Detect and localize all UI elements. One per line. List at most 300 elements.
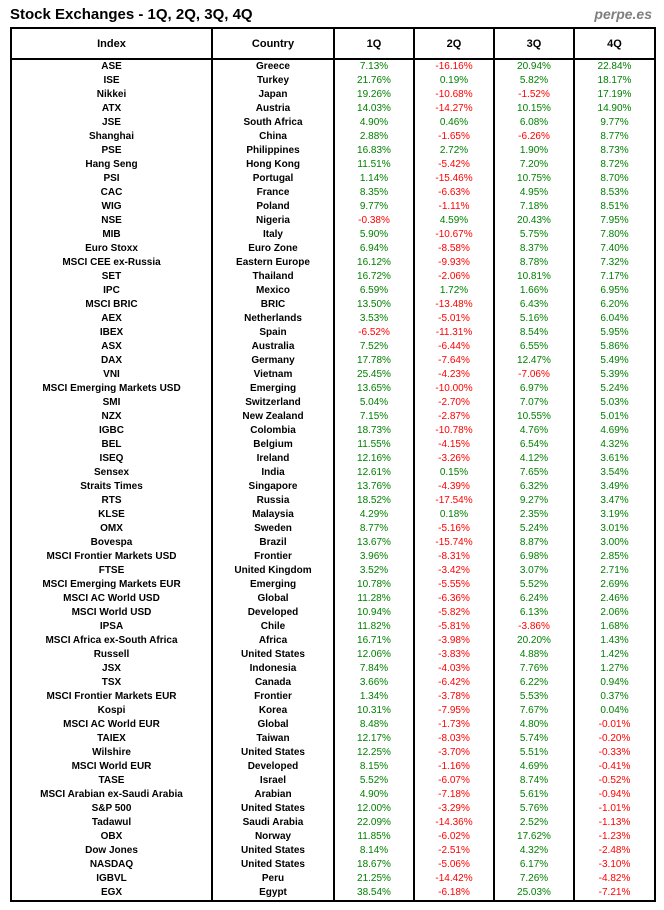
cell-2q: -10.78%: [414, 424, 494, 438]
cell-4q: 7.80%: [574, 228, 655, 242]
cell-country: United States: [212, 858, 334, 872]
cell-1q: 1.34%: [334, 690, 414, 704]
cell-index: Straits Times: [11, 480, 212, 494]
cell-2q: -13.48%: [414, 298, 494, 312]
col-header-index: Index: [11, 28, 212, 59]
cell-3q: 12.47%: [494, 354, 574, 368]
cell-index: MIB: [11, 228, 212, 242]
cell-4q: 2.71%: [574, 564, 655, 578]
cell-1q: 16.72%: [334, 270, 414, 284]
cell-4q: 7.95%: [574, 214, 655, 228]
cell-3q: 5.82%: [494, 74, 574, 88]
cell-4q: 5.03%: [574, 396, 655, 410]
cell-3q: 6.97%: [494, 382, 574, 396]
cell-2q: -10.67%: [414, 228, 494, 242]
cell-country: Belgium: [212, 438, 334, 452]
cell-country: United Kingdom: [212, 564, 334, 578]
cell-4q: 8.51%: [574, 200, 655, 214]
cell-3q: 7.07%: [494, 396, 574, 410]
cell-4q: 9.77%: [574, 116, 655, 130]
cell-index: JSX: [11, 662, 212, 676]
cell-3q: -1.52%: [494, 88, 574, 102]
table-row: [11, 816, 655, 830]
cell-index: RTS: [11, 494, 212, 508]
cell-3q: 6.43%: [494, 298, 574, 312]
cell-country: New Zealand: [212, 410, 334, 424]
table-row: [11, 312, 655, 326]
cell-2q: -17.54%: [414, 494, 494, 508]
cell-country: Greece: [212, 59, 334, 74]
cell-index: IBEX: [11, 326, 212, 340]
cell-2q: -3.42%: [414, 564, 494, 578]
table-row: [11, 116, 655, 130]
cell-3q: 6.98%: [494, 550, 574, 564]
cell-index: IGBC: [11, 424, 212, 438]
col-header-4q: 4Q: [574, 28, 655, 59]
cell-country: Brazil: [212, 536, 334, 550]
cell-3q: 5.24%: [494, 522, 574, 536]
cell-4q: 2.85%: [574, 550, 655, 564]
cell-4q: 6.04%: [574, 312, 655, 326]
table-row: [11, 760, 655, 774]
cell-index: Euro Stoxx: [11, 242, 212, 256]
cell-3q: 2.35%: [494, 508, 574, 522]
table-row: [11, 564, 655, 578]
cell-2q: -16.16%: [414, 59, 494, 74]
cell-country: United States: [212, 844, 334, 858]
cell-1q: 7.13%: [334, 59, 414, 74]
cell-index: NZX: [11, 410, 212, 424]
cell-2q: -6.07%: [414, 774, 494, 788]
cell-2q: -14.27%: [414, 102, 494, 116]
cell-index: MSCI Frontier Markets EUR: [11, 690, 212, 704]
cell-2q: -7.18%: [414, 788, 494, 802]
cell-3q: 5.51%: [494, 746, 574, 760]
cell-2q: -5.81%: [414, 620, 494, 634]
cell-4q: 1.42%: [574, 648, 655, 662]
cell-country: Chile: [212, 620, 334, 634]
cell-index: MSCI World EUR: [11, 760, 212, 774]
table-row: [11, 886, 655, 901]
cell-4q: 2.06%: [574, 606, 655, 620]
cell-2q: 2.72%: [414, 144, 494, 158]
table-row: [11, 172, 655, 186]
table-row: [11, 830, 655, 844]
exchange-returns-table: [10, 27, 656, 902]
cell-4q: 4.69%: [574, 424, 655, 438]
cell-2q: -7.64%: [414, 354, 494, 368]
cell-4q: -1.23%: [574, 830, 655, 844]
cell-2q: -5.55%: [414, 578, 494, 592]
cell-1q: 11.51%: [334, 158, 414, 172]
cell-1q: 7.15%: [334, 410, 414, 424]
cell-1q: 3.96%: [334, 550, 414, 564]
cell-country: Eastern Europe: [212, 256, 334, 270]
cell-1q: 38.54%: [334, 886, 414, 901]
table-row: [11, 732, 655, 746]
cell-4q: 0.37%: [574, 690, 655, 704]
cell-2q: -11.31%: [414, 326, 494, 340]
cell-4q: 3.00%: [574, 536, 655, 550]
cell-country: Italy: [212, 228, 334, 242]
cell-3q: 1.66%: [494, 284, 574, 298]
cell-index: MSCI CEE ex-Russia: [11, 256, 212, 270]
cell-1q: 16.83%: [334, 144, 414, 158]
cell-2q: -6.44%: [414, 340, 494, 354]
cell-country: Japan: [212, 88, 334, 102]
cell-index: Tadawul: [11, 816, 212, 830]
cell-3q: 4.12%: [494, 452, 574, 466]
cell-4q: -0.01%: [574, 718, 655, 732]
table-row: [11, 396, 655, 410]
cell-country: Developed: [212, 760, 334, 774]
cell-2q: -3.98%: [414, 634, 494, 648]
cell-index: SET: [11, 270, 212, 284]
cell-3q: 6.17%: [494, 858, 574, 872]
cell-country: South Africa: [212, 116, 334, 130]
cell-index: ISEQ: [11, 452, 212, 466]
table-row: [11, 508, 655, 522]
cell-4q: 8.53%: [574, 186, 655, 200]
cell-4q: 5.86%: [574, 340, 655, 354]
cell-4q: 0.04%: [574, 704, 655, 718]
cell-country: Spain: [212, 326, 334, 340]
cell-3q: 8.37%: [494, 242, 574, 256]
watermark-perpe: perpe.es: [594, 6, 652, 22]
cell-country: United States: [212, 802, 334, 816]
cell-index: ATX: [11, 102, 212, 116]
table-row: [11, 676, 655, 690]
cell-index: Kospi: [11, 704, 212, 718]
cell-3q: -6.26%: [494, 130, 574, 144]
cell-country: United States: [212, 648, 334, 662]
cell-2q: -5.82%: [414, 606, 494, 620]
cell-1q: 5.90%: [334, 228, 414, 242]
cell-1q: 5.52%: [334, 774, 414, 788]
cell-4q: 3.19%: [574, 508, 655, 522]
table-row: [11, 74, 655, 88]
cell-2q: -15.46%: [414, 172, 494, 186]
cell-4q: -0.94%: [574, 788, 655, 802]
cell-2q: -3.29%: [414, 802, 494, 816]
cell-1q: 14.03%: [334, 102, 414, 116]
table-row: [11, 256, 655, 270]
cell-2q: -14.36%: [414, 816, 494, 830]
cell-3q: 6.54%: [494, 438, 574, 452]
cell-country: Egypt: [212, 886, 334, 901]
table-row: [11, 382, 655, 396]
cell-1q: 7.52%: [334, 340, 414, 354]
cell-1q: 25.45%: [334, 368, 414, 382]
col-header-1q: 1Q: [334, 28, 414, 59]
cell-4q: 6.20%: [574, 298, 655, 312]
cell-country: Poland: [212, 200, 334, 214]
cell-country: Portugal: [212, 172, 334, 186]
cell-4q: -0.33%: [574, 746, 655, 760]
cell-1q: 1.14%: [334, 172, 414, 186]
cell-index: S&P 500: [11, 802, 212, 816]
cell-4q: 5.49%: [574, 354, 655, 368]
cell-index: TASE: [11, 774, 212, 788]
cell-1q: 2.88%: [334, 130, 414, 144]
table-row: [11, 536, 655, 550]
cell-country: Sweden: [212, 522, 334, 536]
cell-2q: -2.51%: [414, 844, 494, 858]
cell-4q: 1.68%: [574, 620, 655, 634]
cell-1q: 8.77%: [334, 522, 414, 536]
cell-3q: 6.24%: [494, 592, 574, 606]
cell-index: IGBVL: [11, 872, 212, 886]
cell-4q: -3.10%: [574, 858, 655, 872]
table-row: [11, 158, 655, 172]
cell-2q: -3.83%: [414, 648, 494, 662]
cell-index: MSCI Emerging Markets EUR: [11, 578, 212, 592]
cell-1q: 16.12%: [334, 256, 414, 270]
table-row: [11, 620, 655, 634]
cell-2q: -6.18%: [414, 886, 494, 901]
cell-3q: 4.76%: [494, 424, 574, 438]
table-row: [11, 788, 655, 802]
cell-3q: 10.55%: [494, 410, 574, 424]
cell-1q: 19.26%: [334, 88, 414, 102]
cell-country: Norway: [212, 830, 334, 844]
cell-1q: 11.55%: [334, 438, 414, 452]
cell-3q: 6.13%: [494, 606, 574, 620]
cell-2q: -4.39%: [414, 480, 494, 494]
cell-index: OMX: [11, 522, 212, 536]
cell-1q: 18.52%: [334, 494, 414, 508]
cell-3q: 6.32%: [494, 480, 574, 494]
cell-1q: 16.71%: [334, 634, 414, 648]
cell-index: MSCI Emerging Markets USD: [11, 382, 212, 396]
cell-4q: 7.32%: [574, 256, 655, 270]
table-row: [11, 298, 655, 312]
cell-2q: -6.36%: [414, 592, 494, 606]
table-row: [11, 662, 655, 676]
cell-3q: 4.95%: [494, 186, 574, 200]
cell-country: Russia: [212, 494, 334, 508]
cell-4q: 0.94%: [574, 676, 655, 690]
cell-index: MSCI World USD: [11, 606, 212, 620]
cell-4q: -0.20%: [574, 732, 655, 746]
table-row: [11, 340, 655, 354]
cell-1q: 18.73%: [334, 424, 414, 438]
cell-4q: -4.82%: [574, 872, 655, 886]
cell-index: PSE: [11, 144, 212, 158]
cell-country: Peru: [212, 872, 334, 886]
cell-country: Euro Zone: [212, 242, 334, 256]
table-row: [11, 690, 655, 704]
cell-4q: 7.17%: [574, 270, 655, 284]
table-row: [11, 578, 655, 592]
cell-3q: 17.62%: [494, 830, 574, 844]
cell-4q: 5.95%: [574, 326, 655, 340]
table-row: [11, 802, 655, 816]
cell-1q: 8.35%: [334, 186, 414, 200]
cell-country: Switzerland: [212, 396, 334, 410]
cell-2q: -3.26%: [414, 452, 494, 466]
cell-2q: -15.74%: [414, 536, 494, 550]
cell-index: Dow Jones: [11, 844, 212, 858]
cell-country: Global: [212, 592, 334, 606]
cell-3q: 5.75%: [494, 228, 574, 242]
cell-3q: 8.54%: [494, 326, 574, 340]
cell-country: Frontier: [212, 690, 334, 704]
cell-1q: -0.38%: [334, 214, 414, 228]
cell-country: Emerging: [212, 578, 334, 592]
cell-1q: 12.17%: [334, 732, 414, 746]
cell-4q: 8.73%: [574, 144, 655, 158]
cell-index: VNI: [11, 368, 212, 382]
cell-1q: 12.25%: [334, 746, 414, 760]
table-row: [11, 102, 655, 116]
cell-2q: 0.15%: [414, 466, 494, 480]
table-row: [11, 872, 655, 886]
cell-index: SMI: [11, 396, 212, 410]
cell-4q: 14.90%: [574, 102, 655, 116]
cell-country: Arabian: [212, 788, 334, 802]
cell-4q: 7.40%: [574, 242, 655, 256]
header-row: [11, 28, 655, 59]
cell-country: Frontier: [212, 550, 334, 564]
cell-1q: 10.78%: [334, 578, 414, 592]
table-row: [11, 130, 655, 144]
cell-index: ISE: [11, 74, 212, 88]
cell-index: MSCI Frontier Markets USD: [11, 550, 212, 564]
table-body: [11, 59, 655, 901]
cell-4q: 1.43%: [574, 634, 655, 648]
cell-1q: 3.52%: [334, 564, 414, 578]
cell-2q: -5.06%: [414, 858, 494, 872]
cell-index: Hang Seng: [11, 158, 212, 172]
cell-index: Nikkei: [11, 88, 212, 102]
table-row: [11, 480, 655, 494]
cell-2q: -2.87%: [414, 410, 494, 424]
cell-1q: 21.76%: [334, 74, 414, 88]
cell-index: Bovespa: [11, 536, 212, 550]
cell-country: Thailand: [212, 270, 334, 284]
cell-3q: 8.74%: [494, 774, 574, 788]
table-row: [11, 634, 655, 648]
table-row: [11, 844, 655, 858]
col-header-country: Country: [212, 28, 334, 59]
cell-4q: -0.41%: [574, 760, 655, 774]
table-row: [11, 466, 655, 480]
cell-index: CAC: [11, 186, 212, 200]
page-title: Stock Exchanges - 1Q, 2Q, 3Q, 4Q: [10, 5, 253, 23]
cell-1q: 10.31%: [334, 704, 414, 718]
cell-3q: 20.43%: [494, 214, 574, 228]
cell-2q: -1.65%: [414, 130, 494, 144]
cell-3q: 5.74%: [494, 732, 574, 746]
cell-country: Israel: [212, 774, 334, 788]
cell-3q: 10.15%: [494, 102, 574, 116]
cell-country: Africa: [212, 634, 334, 648]
cell-index: WIG: [11, 200, 212, 214]
cell-country: Malaysia: [212, 508, 334, 522]
cell-4q: -2.48%: [574, 844, 655, 858]
cell-2q: -6.63%: [414, 186, 494, 200]
cell-1q: 10.94%: [334, 606, 414, 620]
cell-2q: -6.02%: [414, 830, 494, 844]
cell-country: Philippines: [212, 144, 334, 158]
table-header: [11, 28, 655, 59]
col-header-3q: 3Q: [494, 28, 574, 59]
cell-1q: 3.53%: [334, 312, 414, 326]
cell-index: EGX: [11, 886, 212, 901]
cell-3q: 7.65%: [494, 466, 574, 480]
cell-2q: -8.03%: [414, 732, 494, 746]
cell-4q: 2.46%: [574, 592, 655, 606]
table-row: [11, 774, 655, 788]
cell-index: ASE: [11, 59, 212, 74]
cell-1q: 21.25%: [334, 872, 414, 886]
table-row: [11, 592, 655, 606]
cell-2q: -1.11%: [414, 200, 494, 214]
cell-index: NASDAQ: [11, 858, 212, 872]
cell-index: NSE: [11, 214, 212, 228]
cell-2q: -6.42%: [414, 676, 494, 690]
cell-3q: 7.67%: [494, 704, 574, 718]
table-row: [11, 452, 655, 466]
cell-index: Shanghai: [11, 130, 212, 144]
cell-1q: 8.48%: [334, 718, 414, 732]
cell-3q: 5.61%: [494, 788, 574, 802]
cell-country: United States: [212, 746, 334, 760]
cell-index: IPC: [11, 284, 212, 298]
cell-2q: -4.15%: [414, 438, 494, 452]
table-row: [11, 284, 655, 298]
cell-index: FTSE: [11, 564, 212, 578]
cell-4q: -7.21%: [574, 886, 655, 901]
table-row: [11, 424, 655, 438]
cell-country: Vietnam: [212, 368, 334, 382]
cell-4q: 6.95%: [574, 284, 655, 298]
cell-4q: 8.70%: [574, 172, 655, 186]
cell-1q: 4.90%: [334, 788, 414, 802]
cell-2q: -4.23%: [414, 368, 494, 382]
table-row: [11, 438, 655, 452]
cell-4q: 18.17%: [574, 74, 655, 88]
cell-4q: 8.77%: [574, 130, 655, 144]
table-row: [11, 494, 655, 508]
cell-index: IPSA: [11, 620, 212, 634]
cell-1q: 11.82%: [334, 620, 414, 634]
table-row: [11, 410, 655, 424]
cell-1q: 7.84%: [334, 662, 414, 676]
cell-3q: 10.81%: [494, 270, 574, 284]
cell-1q: 12.16%: [334, 452, 414, 466]
cell-1q: 13.67%: [334, 536, 414, 550]
table-row: [11, 354, 655, 368]
cell-1q: 5.04%: [334, 396, 414, 410]
table-row: [11, 228, 655, 242]
cell-1q: 18.67%: [334, 858, 414, 872]
cell-1q: -6.52%: [334, 326, 414, 340]
col-header-2q: 2Q: [414, 28, 494, 59]
cell-index: AEX: [11, 312, 212, 326]
cell-3q: 5.16%: [494, 312, 574, 326]
cell-index: MSCI BRIC: [11, 298, 212, 312]
cell-4q: -1.01%: [574, 802, 655, 816]
cell-2q: -5.16%: [414, 522, 494, 536]
cell-country: Korea: [212, 704, 334, 718]
cell-country: Global: [212, 718, 334, 732]
cell-country: BRIC: [212, 298, 334, 312]
cell-4q: 3.61%: [574, 452, 655, 466]
cell-1q: 4.29%: [334, 508, 414, 522]
cell-index: OBX: [11, 830, 212, 844]
